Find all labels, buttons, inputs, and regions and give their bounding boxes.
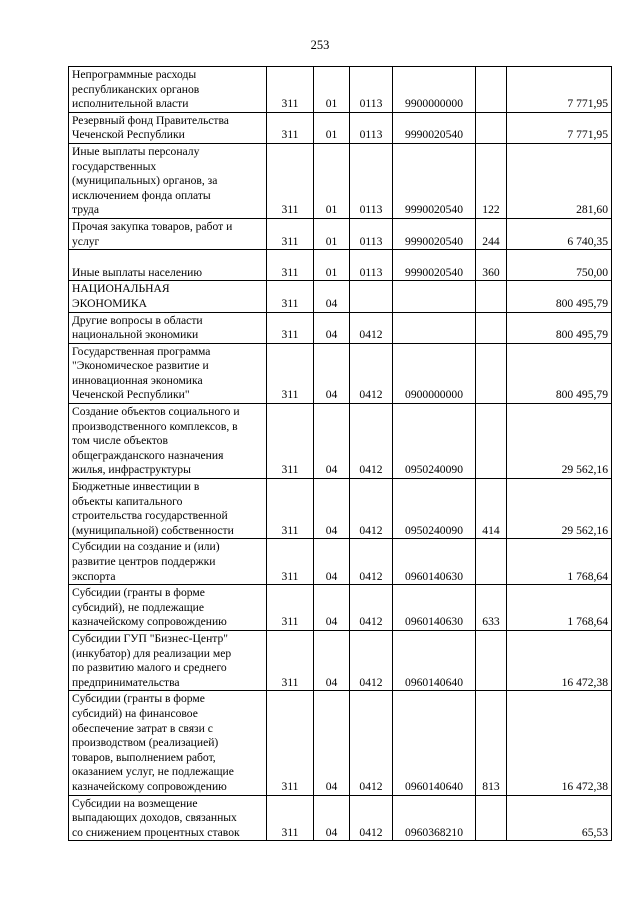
- expense-type-code: 122: [476, 143, 507, 218]
- section-code: 04: [314, 404, 350, 479]
- target-article-code: 0960140640: [393, 630, 476, 690]
- description-line: национальной экономики: [72, 328, 199, 342]
- amount: 281,60: [507, 143, 612, 218]
- section-code: 04: [314, 539, 350, 585]
- description-line: Чеченской Республики": [72, 388, 190, 402]
- expense-type-code: 633: [476, 585, 507, 631]
- row-description: [69, 479, 267, 539]
- ministry-code: 311: [267, 795, 314, 841]
- target-article-code: 0950240090: [393, 479, 476, 539]
- table-row: [69, 539, 612, 585]
- ministry-code: 311: [267, 404, 314, 479]
- description-line: Иные выплаты персоналу: [72, 144, 200, 158]
- description-line: [72, 251, 263, 266]
- section-code: 04: [314, 630, 350, 690]
- table-row: [69, 312, 612, 343]
- budget-table: [68, 66, 612, 841]
- table-row: [69, 585, 612, 631]
- description-line: (муниципальных) органов, за: [72, 174, 218, 188]
- description-line: услуг: [72, 234, 100, 248]
- target-article-code: 0960140630: [393, 585, 476, 631]
- amount: 800 495,79: [507, 281, 612, 312]
- description-line: том числе объектов: [72, 434, 168, 448]
- section-code: 04: [314, 312, 350, 343]
- ministry-code: 311: [267, 250, 314, 281]
- expense-type-code: 244: [476, 218, 507, 249]
- ministry-code: 311: [267, 343, 314, 403]
- description-line: исключением фонда оплаты: [72, 188, 211, 202]
- target-article-code: 0900000000: [393, 343, 476, 403]
- section-code: 04: [314, 691, 350, 795]
- amount: 1 768,64: [507, 585, 612, 631]
- target-article-code: 9990020540: [393, 218, 476, 249]
- subsection-code: 0412: [350, 630, 393, 690]
- description-line: предпринимательства: [72, 675, 180, 689]
- amount: 65,53: [507, 795, 612, 841]
- description-line: Субсидии ГУП "Бизнес-Центр": [72, 631, 229, 645]
- row-description: [69, 112, 267, 143]
- subsection-code: 0113: [350, 143, 393, 218]
- subsection-code: 0412: [350, 343, 393, 403]
- expense-type-code: 414: [476, 479, 507, 539]
- target-article-code: [393, 281, 476, 312]
- row-description: [69, 67, 267, 113]
- description-line: (муниципальной) собственности: [72, 523, 234, 537]
- row-description: [69, 312, 267, 343]
- description-line: оказанием услуг, не подлежащие: [72, 765, 234, 779]
- description-line: Субсидии на создание и (или): [72, 540, 220, 554]
- subsection-code: 0412: [350, 404, 393, 479]
- table-row: [69, 479, 612, 539]
- description-line: по развитию малого и среднего: [72, 661, 227, 675]
- target-article-code: 9990020540: [393, 143, 476, 218]
- description-line: субсидий), не подлежащие: [72, 600, 205, 614]
- description-line: исполнительной власти: [72, 97, 189, 111]
- description-line: экспорта: [72, 569, 116, 583]
- section-code: 01: [314, 218, 350, 249]
- table-row: [69, 112, 612, 143]
- amount: 800 495,79: [507, 343, 612, 403]
- row-description: [69, 404, 267, 479]
- description-line: Создание объектов социального и: [72, 405, 240, 419]
- expense-type-code: [476, 112, 507, 143]
- amount: 750,00: [507, 250, 612, 281]
- target-article-code: 0950240090: [393, 404, 476, 479]
- subsection-code: 0412: [350, 585, 393, 631]
- section-code: 01: [314, 112, 350, 143]
- description-line: жилья, инфраструктуры: [72, 463, 191, 477]
- expense-type-code: [476, 312, 507, 343]
- description-line: Бюджетные инвестиции в: [72, 480, 200, 494]
- amount: 29 562,16: [507, 479, 612, 539]
- ministry-code: 311: [267, 218, 314, 249]
- subsection-code: 0412: [350, 479, 393, 539]
- ministry-code: 311: [267, 281, 314, 312]
- expense-type-code: [476, 539, 507, 585]
- section-code: 01: [314, 250, 350, 281]
- subsection-code: 0412: [350, 795, 393, 841]
- description-line: (инкубатор) для реализации мер: [72, 646, 232, 660]
- amount: 16 472,38: [507, 691, 612, 795]
- expense-type-code: [476, 795, 507, 841]
- description-line: ЭКОНОМИКА: [72, 296, 148, 310]
- row-description: [69, 250, 267, 281]
- description-line: строительства государственной: [72, 509, 228, 523]
- subsection-code: 0412: [350, 539, 393, 585]
- row-description: [69, 585, 267, 631]
- section-code: 04: [314, 281, 350, 312]
- description-line: труда: [72, 203, 99, 217]
- row-description: [69, 539, 267, 585]
- ministry-code: 311: [267, 630, 314, 690]
- section-code: 01: [314, 67, 350, 113]
- table-row: [69, 67, 612, 113]
- ministry-code: 311: [267, 143, 314, 218]
- table-row: [69, 795, 612, 841]
- ministry-code: 311: [267, 539, 314, 585]
- amount: 800 495,79: [507, 312, 612, 343]
- amount: 1 768,64: [507, 539, 612, 585]
- expense-type-code: 360: [476, 250, 507, 281]
- row-description: [69, 218, 267, 249]
- ministry-code: 311: [267, 479, 314, 539]
- description-line: товаров, выполнением работ,: [72, 750, 216, 764]
- section-code: 04: [314, 479, 350, 539]
- description-line: субсидий) на финансовое: [72, 706, 198, 720]
- section-code: 01: [314, 143, 350, 218]
- description-line: казначейскому сопровождению: [72, 615, 227, 629]
- expense-type-code: [476, 343, 507, 403]
- expense-type-code: [476, 67, 507, 113]
- description-line: НАЦИОНАЛЬНАЯ: [72, 282, 170, 296]
- ministry-code: 311: [267, 585, 314, 631]
- subsection-code: 0412: [350, 691, 393, 795]
- ministry-code: 311: [267, 112, 314, 143]
- table-row: [69, 143, 612, 218]
- expense-type-code: 813: [476, 691, 507, 795]
- description-line: объекты капитального: [72, 494, 183, 508]
- row-description: [69, 343, 267, 403]
- subsection-code: 0113: [350, 67, 393, 113]
- page-number: 253: [310, 38, 330, 52]
- description-line: Субсидии на возмещение: [72, 796, 198, 810]
- description-line: со снижением процентных ставок: [72, 825, 240, 839]
- description-line: республиканских органов: [72, 82, 200, 96]
- target-article-code: 0960140630: [393, 539, 476, 585]
- amount: 16 472,38: [507, 630, 612, 690]
- amount: 29 562,16: [507, 404, 612, 479]
- description-line: Субсидии (гранты в форме: [72, 586, 205, 600]
- table-row: [69, 250, 612, 281]
- subsection-code: 0113: [350, 112, 393, 143]
- row-description: [69, 143, 267, 218]
- row-description: [69, 630, 267, 690]
- target-article-code: 9990020540: [393, 112, 476, 143]
- description-line: инновационная экономика: [72, 373, 203, 387]
- ministry-code: 311: [267, 67, 314, 113]
- description-line: Резервный фонд Правительства: [72, 113, 229, 127]
- table-row: [69, 281, 612, 312]
- section-code: 04: [314, 585, 350, 631]
- description-line: производственного комплексов, в: [72, 419, 238, 433]
- description-line: государственных: [72, 159, 157, 173]
- description-line: "Экономическое развитие и: [72, 359, 209, 373]
- table-row: [69, 404, 612, 479]
- subsection-code: 0113: [350, 218, 393, 249]
- description-line: производством (реализацией): [72, 736, 219, 750]
- row-description: [69, 281, 267, 312]
- table-row: [69, 630, 612, 690]
- target-article-code: 9990020540: [393, 250, 476, 281]
- target-article-code: 0960140640: [393, 691, 476, 795]
- description-line: Иные выплаты населению: [72, 265, 203, 279]
- expense-type-code: [476, 630, 507, 690]
- target-article-code: [393, 312, 476, 343]
- table-row: [69, 218, 612, 249]
- description-line: общегражданского назначения: [72, 448, 224, 462]
- description-line: Непрограммные расходы: [72, 68, 197, 81]
- table-row: [69, 343, 612, 403]
- ministry-code: 311: [267, 312, 314, 343]
- section-code: 04: [314, 343, 350, 403]
- section-code: 04: [314, 795, 350, 841]
- expense-type-code: [476, 404, 507, 479]
- subsection-code: 0412: [350, 312, 393, 343]
- description-line: казначейскому сопровождению: [72, 779, 227, 793]
- target-article-code: 0960368210: [393, 795, 476, 841]
- description-line: выпадающих доходов, связанных: [72, 811, 237, 825]
- amount: 7 771,95: [507, 112, 612, 143]
- description-line: Субсидии (гранты в форме: [72, 692, 205, 706]
- description-line: развитие центров поддержки: [72, 555, 216, 568]
- subsection-code: 0113: [350, 250, 393, 281]
- table-row: [69, 691, 612, 795]
- description-line: Другие вопросы в области: [72, 313, 203, 327]
- amount: 7 771,95: [507, 67, 612, 113]
- row-description: [69, 691, 267, 795]
- description-line: Чеченской Республики: [72, 128, 185, 142]
- description-line: Прочая закупка товаров, работ и: [72, 219, 233, 233]
- target-article-code: 9900000000: [393, 67, 476, 113]
- amount: 6 740,35: [507, 218, 612, 249]
- ministry-code: 311: [267, 691, 314, 795]
- description-line: Государственная программа: [72, 344, 211, 358]
- expense-type-code: [476, 281, 507, 312]
- subsection-code: [350, 281, 393, 312]
- description-line: обеспечение затрат в связи с: [72, 721, 213, 735]
- row-description: [69, 795, 267, 841]
